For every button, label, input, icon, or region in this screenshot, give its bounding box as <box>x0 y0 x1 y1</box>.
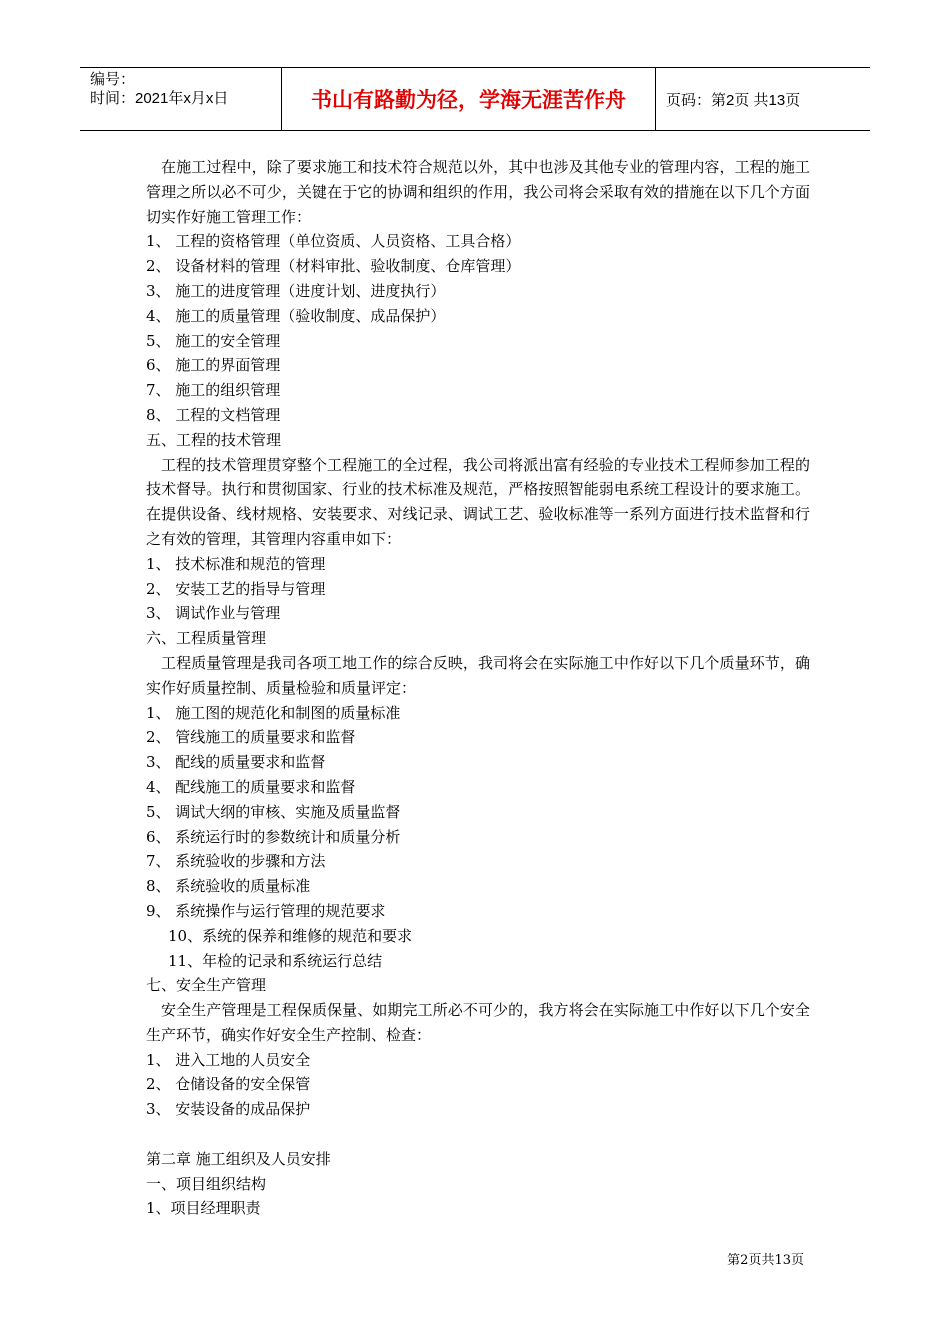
list-item: 1、 工程的资格管理（单位资质、人员资格、工具合格） <box>146 232 521 251</box>
list-item: 10、系统的保养和维修的规范和要求 <box>168 926 413 945</box>
list-item: 9、 系统操作与运行管理的规范要求 <box>146 901 386 920</box>
list-item: 2、 管线施工的质量要求和监督 <box>146 728 356 747</box>
list-item: 6、 施工的界面管理 <box>146 356 281 375</box>
section-7-heading: 七、安全生产管理 <box>146 976 267 995</box>
header-page-info: 页码：第2页 共13页 <box>666 91 801 109</box>
list-item: 4、 配线施工的质量要求和监督 <box>146 777 356 796</box>
motto: 书山有路勤为径，学海无涯苦作舟 <box>282 68 656 130</box>
header-table <box>80 67 870 131</box>
chapter-2-subsection-1-heading: 1、项目经理职责 <box>146 1199 261 1218</box>
intro-paragraph: 在施工过程中，除了要求施工和技术符合规范以外，其中也涉及其他专业的管理内容，工程的施工管理之所以必不可少，关键在于它的协调和组织的作用，我公司将会采取有效的措施在以下几个方面切实作好施工管理工作： <box>146 158 810 226</box>
section-5-paragraph: 工程的技术管理贯穿整个工程施工的全过程，我公司将派出富有经验的专业技术工程师参加工程的技术督导。执行和贯彻国家、行业的技术标准及规范，严格按照智能弱电系统工程设计的要求施工。在提供设备、线材规格、安装要求、对线记录、调试工艺、验收标准等一系列方面进行技术监督和行之有效的管理，其管理内容重申如下： <box>146 455 810 548</box>
list-item: 3、 配线的质量要求和监督 <box>146 753 326 772</box>
list-item: 2、 安装工艺的指导与管理 <box>146 579 326 598</box>
list-item: 5、 调试大纲的审核、实施及质量监督 <box>146 802 401 821</box>
list-item: 11、年检的记录和系统运行总结 <box>168 951 383 970</box>
header-meta-cell <box>80 68 282 130</box>
code-label: 编号： <box>90 71 136 88</box>
section-6-paragraph: 工程质量管理是我司各项工地工作的综合反映，我司将会在实际施工中作好以下几个质量环节，确实作好质量控制、质量检验和质量评定： <box>146 653 810 697</box>
list-item: 8、 系统验收的质量标准 <box>146 877 311 896</box>
list-item: 3、 施工的进度管理（进度计划、进度执行） <box>146 281 446 300</box>
list-item: 2、 设备材料的管理（材料审批、验收制度、仓库管理） <box>146 257 521 276</box>
spacer <box>146 1122 810 1147</box>
list-item: 7、 系统验收的步骤和方法 <box>146 852 326 871</box>
list-item: 1、 技术标准和规范的管理 <box>146 554 326 573</box>
list-item: 3、 安装设备的成品保护 <box>146 1100 311 1119</box>
list-item: 6、 系统运行时的参数统计和质量分析 <box>146 827 401 846</box>
list-item: 2、 仓储设备的安全保管 <box>146 1075 311 1094</box>
section-5-heading: 五、工程的技术管理 <box>146 430 282 449</box>
list-item: 1、 施工图的规范化和制图的质量标准 <box>146 703 401 722</box>
section-7-paragraph: 安全生产管理是工程保质保量、如期完工所必不可少的，我方将会在实际施工中作好以下几个安全生产环节，确实作好安全生产控制、检查： <box>146 1001 810 1044</box>
chapter-2-heading: 第二章 施工组织及人员安排 <box>146 1149 331 1168</box>
list-item: 8、 工程的文档管理 <box>146 405 281 424</box>
section-6-heading: 六、工程质量管理 <box>146 629 267 648</box>
chapter-2-section-1-heading: 一、项目组织结构 <box>146 1174 267 1193</box>
list-item: 3、 调试作业与管理 <box>146 604 281 623</box>
time-label: 时间：2021年x月x日 <box>90 90 229 107</box>
list-item: 1、 进入工地的人员安全 <box>146 1050 311 1069</box>
list-item: 5、 施工的安全管理 <box>146 331 281 350</box>
document-body <box>146 155 810 1221</box>
footer-page-number: 第2页共13页 <box>727 1253 804 1268</box>
list-item: 4、 施工的质量管理（验收制度、成品保护） <box>146 306 446 325</box>
list-item: 7、 施工的组织管理 <box>146 381 281 400</box>
